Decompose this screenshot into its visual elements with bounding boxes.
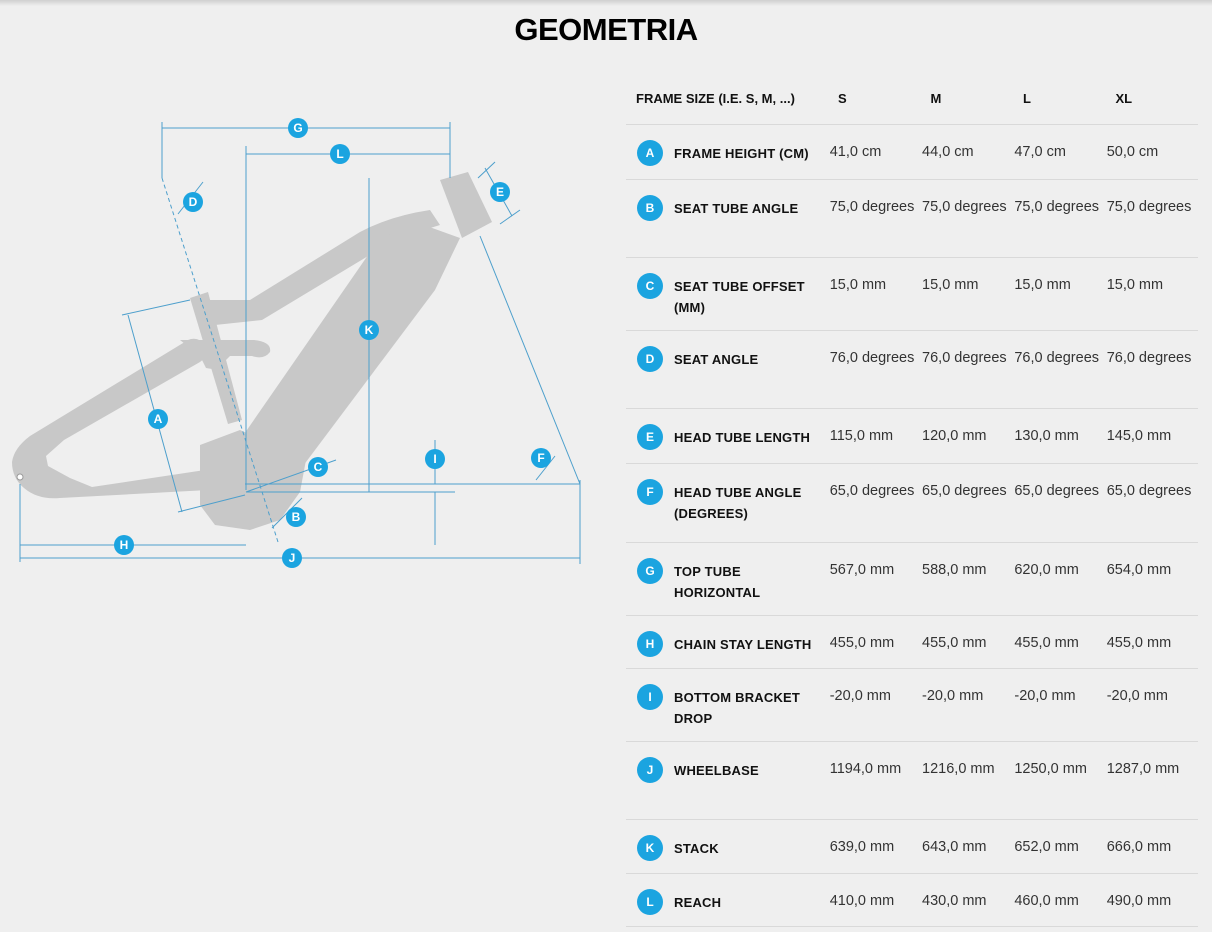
- row-value-m: 44,0 cm: [922, 144, 974, 160]
- row-value-m: 430,0 mm: [922, 893, 987, 909]
- table-row: [626, 543, 1198, 616]
- bike-frame: [12, 172, 492, 530]
- header-size-xl: XL: [1115, 90, 1133, 106]
- table-row: [626, 258, 1198, 331]
- row-value-m: 76,0 degrees: [922, 350, 1007, 366]
- svg-text:C: C: [313, 460, 323, 474]
- row-label: HEAD TUBE LENGTH: [674, 430, 811, 445]
- row-label: STACK: [674, 841, 719, 856]
- row-value-xl: 654,0 mm: [1106, 562, 1172, 578]
- row-value-xl: 145,0 mm: [1106, 428, 1172, 444]
- diagram-badge-j: [282, 548, 302, 568]
- row-value-xl: 76,0 degrees: [1106, 350, 1192, 366]
- row-value-s: 1194,0 mm: [829, 761, 902, 777]
- row-letter-badge: L: [637, 889, 663, 915]
- row-label: SEAT TUBE ANGLE: [674, 201, 799, 216]
- header-frame-size: FRAME SIZE (I.E. S, M, ...): [636, 90, 795, 106]
- svg-text:G: G: [293, 121, 303, 135]
- row-letter-badge: F: [637, 479, 663, 505]
- table-row: [626, 820, 1198, 874]
- svg-text:D: D: [188, 195, 198, 209]
- svg-text:K: K: [364, 323, 374, 337]
- row-value-l: 1250,0 mm: [1014, 761, 1087, 777]
- row-letter-badge: J: [637, 757, 663, 783]
- diagram-badge-e: [490, 182, 510, 202]
- row-value-s: 76,0 degrees: [829, 350, 915, 366]
- row-value-xl: 50,0 cm: [1106, 144, 1159, 160]
- row-letter-badge: D: [637, 346, 663, 372]
- table-row: [626, 616, 1198, 669]
- diagram-badge-l: [330, 144, 350, 164]
- row-value-s: -20,0 mm: [829, 688, 891, 704]
- row-letter-badge: K: [637, 835, 663, 861]
- diagram-badge-g: [288, 118, 308, 138]
- row-value-l: 460,0 mm: [1014, 893, 1079, 909]
- row-label: CHAIN STAY LENGTH: [674, 637, 812, 652]
- row-value-s: 567,0 mm: [829, 562, 895, 578]
- diagram-badge-k: [359, 320, 379, 340]
- row-value-l: 76,0 degrees: [1014, 350, 1100, 366]
- row-letter-badge: A: [637, 140, 663, 166]
- row-value-xl: -20,0 mm: [1106, 688, 1168, 704]
- row-letter-badge: H: [637, 631, 663, 657]
- row-label: FRAME HEIGHT (CM): [674, 146, 809, 161]
- row-value-l: 47,0 cm: [1014, 144, 1066, 160]
- table-row: [626, 742, 1198, 820]
- row-label: SEAT ANGLE: [674, 352, 759, 367]
- row-label: REACH: [674, 895, 722, 910]
- row-value-s: 639,0 mm: [829, 839, 895, 855]
- row-letter-badge: E: [637, 424, 663, 450]
- row-value-m: 75,0 degrees: [922, 199, 1007, 215]
- row-letter-badge: G: [637, 558, 663, 584]
- row-letter-badge: I: [637, 684, 663, 710]
- row-label: HEAD TUBE ANGLE (DEGREES): [674, 485, 802, 521]
- row-letter-badge: C: [637, 273, 663, 299]
- row-value-l: 455,0 mm: [1014, 635, 1079, 651]
- row-value-m: 120,0 mm: [922, 428, 987, 444]
- table-row: [626, 180, 1198, 258]
- svg-text:H: H: [119, 538, 129, 552]
- row-letter-badge: B: [637, 195, 663, 221]
- table-row: [626, 669, 1198, 742]
- top-shadow: [0, 0, 1212, 6]
- svg-text:E: E: [495, 185, 505, 199]
- row-label: WHEELBASE: [674, 763, 759, 778]
- row-value-s: 15,0 mm: [829, 277, 887, 293]
- row-value-l: 130,0 mm: [1014, 428, 1079, 444]
- svg-text:B: B: [291, 510, 301, 524]
- svg-text:I: I: [433, 452, 437, 466]
- row-value-m: -20,0 mm: [922, 688, 984, 704]
- table-row: [626, 464, 1198, 543]
- svg-text:F: F: [537, 451, 545, 465]
- diagram-badge-h: [114, 535, 134, 555]
- row-value-xl: 455,0 mm: [1106, 635, 1172, 651]
- table-header: [626, 72, 1198, 125]
- svg-text:J: J: [288, 551, 296, 565]
- row-value-l: -20,0 mm: [1014, 688, 1076, 704]
- diagram-badge-i: [425, 449, 445, 469]
- row-value-xl: 1287,0 mm: [1106, 761, 1180, 777]
- diagram-badge-c: [308, 457, 328, 477]
- diagram-badge-b: [286, 507, 306, 527]
- table-row: [626, 874, 1198, 927]
- row-value-xl: 15,0 mm: [1106, 277, 1164, 293]
- row-value-l: 75,0 degrees: [1014, 199, 1100, 215]
- row-value-l: 652,0 mm: [1014, 839, 1079, 855]
- row-label: SEAT TUBE OFFSET (MM): [674, 279, 805, 315]
- row-label: BOTTOM BRACKET DROP: [674, 690, 801, 726]
- row-value-l: 620,0 mm: [1014, 562, 1079, 578]
- row-value-s: 65,0 degrees: [829, 483, 915, 499]
- header-size-s: S: [838, 90, 847, 106]
- row-value-m: 1216,0 mm: [922, 761, 995, 777]
- page-title: GEOMETRIA: [514, 12, 698, 47]
- row-value-s: 115,0 mm: [829, 428, 894, 444]
- table-row: [626, 409, 1198, 464]
- row-value-l: 65,0 degrees: [1014, 483, 1100, 499]
- row-value-l: 15,0 mm: [1014, 277, 1071, 293]
- row-value-m: 15,0 mm: [922, 277, 979, 293]
- table-row: [626, 331, 1198, 409]
- row-value-xl: 75,0 degrees: [1106, 199, 1192, 215]
- diagram-badge-f: [531, 448, 551, 468]
- row-value-s: 410,0 mm: [829, 893, 895, 909]
- row-value-s: 455,0 mm: [829, 635, 895, 651]
- row-value-m: 643,0 mm: [922, 839, 987, 855]
- row-value-m: 588,0 mm: [922, 562, 987, 578]
- row-value-xl: 490,0 mm: [1106, 893, 1172, 909]
- row-value-m: 65,0 degrees: [922, 483, 1007, 499]
- row-value-s: 41,0 cm: [829, 144, 882, 160]
- row-label: TOP TUBE HORIZONTAL: [674, 564, 761, 600]
- row-value-s: 75,0 degrees: [829, 199, 915, 215]
- row-value-xl: 65,0 degrees: [1106, 483, 1192, 499]
- row-value-xl: 666,0 mm: [1106, 839, 1172, 855]
- geometry-table: [626, 72, 1198, 927]
- header-size-l: L: [1023, 90, 1031, 106]
- header-size-m: M: [930, 90, 942, 106]
- geometry-diagram: [0, 110, 600, 580]
- rear-axle: [17, 474, 23, 480]
- svg-text:L: L: [336, 147, 344, 161]
- row-value-m: 455,0 mm: [922, 635, 987, 651]
- diagram-badge-a: [148, 409, 168, 429]
- diagram-badge-d: [183, 192, 203, 212]
- svg-text:A: A: [153, 412, 163, 426]
- table-row: [626, 125, 1198, 180]
